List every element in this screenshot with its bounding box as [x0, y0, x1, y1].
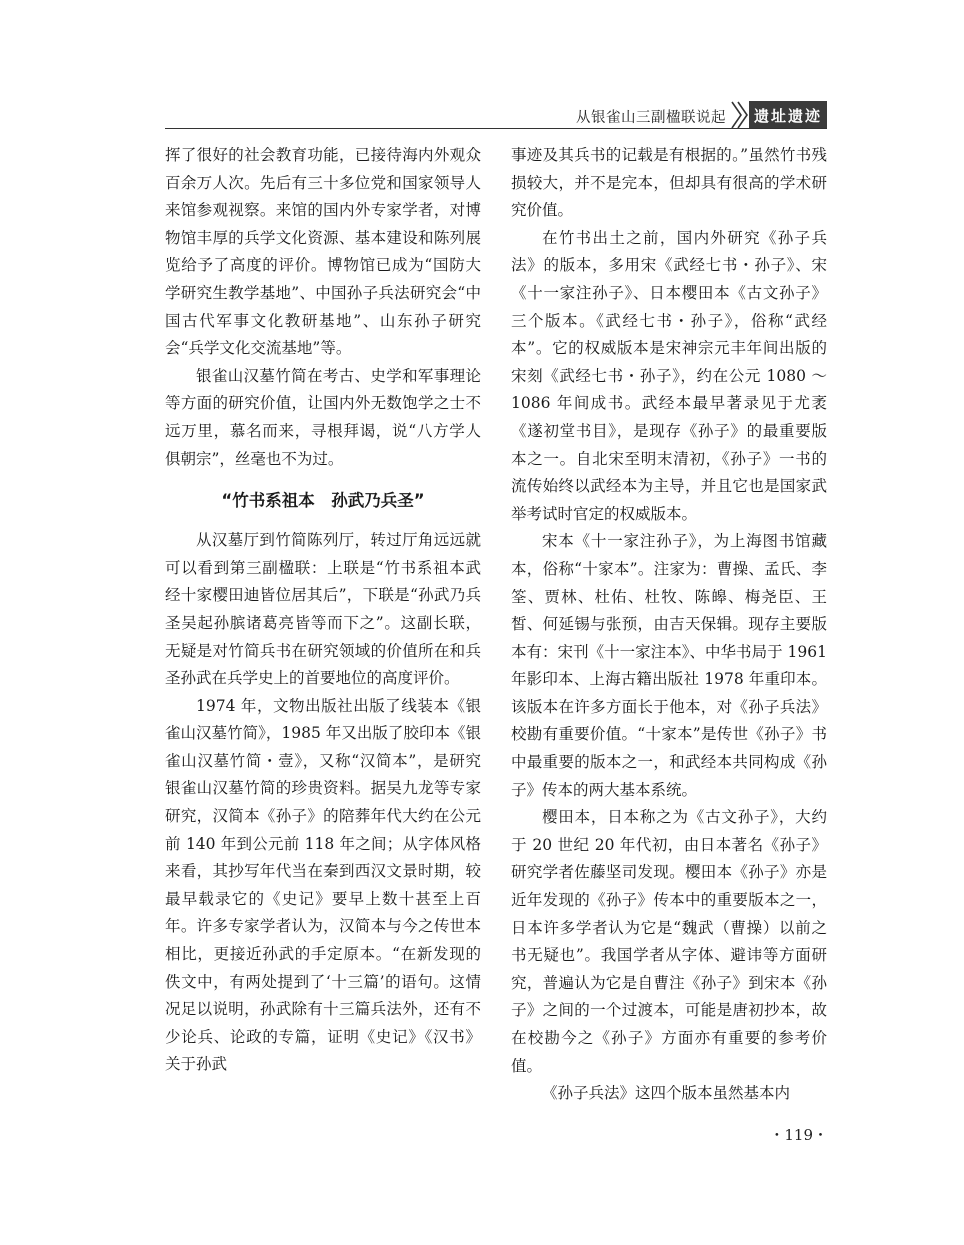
right-paragraph-1: 事迹及其兵书的记载是有根据的。”虽然竹书残损较大，并不是完本，但却具有很高的学术研究价值。 [511, 146, 827, 220]
header-rule [165, 128, 827, 129]
left-column [165, 142, 481, 1079]
left-paragraph-4: 1974 年，文物出版社出版了线装本《银雀山汉墓竹简》，1985 年又出版了胶印本《银雀山汉墓竹简・壹》，又称“汉简本”，是研究银雀山汉墓竹简的珍贵资料。据吴九龙等专家研究，汉简本《孙子》的陪葬年代大约在公元前 140 年到公元前 118 年之间；从字体风格来看，其抄写年代当在秦到西汉文景时期，较最早载录它的《史记》要早上数十甚至上百年。许多专家学者认为，汉简本与今之传世本相比，更接近孙武的手定原本。“在新发现的佚文中，有两处提到了‘十三篇’的语句。这情况足以说明，孙武除有十三篇兵法外，还有不少论兵、论政的专篇，证明《史记》《汉书》关于孙武 [165, 696, 481, 1074]
right-paragraph-4: 樱田本，日本称之为《古文孙子》，大约于 20 世纪 20 年代初，由日本著名《孙子》研究学者佐藤坚司发现。樱田本《孙子》亦是近年发现的《孙子》传本中的重要版本之一，日本许多学者认为它是“魏武（曹操）以前之书无疑也”。我国学者从字体、避讳等方面研究，普遍认为它是自曹注《孙子》到宋本《孙子》之间的一个过渡本，可能是唐初抄本，故在校勘今之《孙子》方面亦有重要的参考价值。 [511, 808, 827, 1075]
section-heading: “竹书系祖本 孙武乃兵圣” [221, 491, 425, 511]
right-paragraph-3: 宋本《十一家注孙子》，为上海图书馆藏本，俗称“十家本”。注家为：曹操、孟氏、李筌、贾林、杜佑、杜牧、陈皞、梅尧臣、王皙、何延锡与张预，由吉天保辑。现存主要版本有：宋刊《十一家注本》、中华书局于 1961 年影印本、上海古籍出版社 1978 年重印本。该版本在许多方面长于他本，对《孙子兵法》校勘有重要价值。“十家本”是传世《孙子》书中最重要的版本之一，和武经本共同构成《孙子》传本的两大基本系统。 [511, 532, 827, 799]
right-column [511, 142, 827, 1108]
section-badge: 遗址遗迹 [749, 101, 827, 129]
right-paragraph-5: 《孙子兵法》这四个版本虽然基本内 [542, 1084, 791, 1103]
right-paragraph-2: 在竹书出土之前，国内外研究《孙子兵法》的版本，多用宋《武经七书・孙子》、宋《十一家注孙子》、日本樱田本《古文孙子》三个版本。《武经七书・孙子》，俗称“武经本”。它的权威版本是宋神宗元丰年间出版的宋刻《武经七书・孙子》，约在公元 1080 ～ 1086 年间成书。武经本最早著录见于尤袤《遂初堂书目》，是现存《孙子》的最重要版本之一。自北宋至明末清初，《孙子》一书的流传始终以武经本为主导，并且它也是国家武举考试时官定的权威版本。 [511, 228, 827, 523]
running-header-title: 从银雀山三副楹联说起 [576, 110, 726, 126]
left-paragraph-3: 从汉墓厅到竹简陈列厅，转过厅角远远就可以看到第三副楹联：上联是“竹书系祖本武经十家樱田迪皆位居其后”，下联是“孙武乃兵圣吴起孙膑诸葛亮皆等而下之”。这副长联，无疑是对竹简兵书在研究领域的价值所在和兵圣孙武在兵学史上的首要地位的高度评价。 [165, 531, 481, 688]
page-number: ・119・ [769, 1126, 828, 1144]
left-paragraph-1: 挥了很好的社会教育功能，已接待海内外观众百余万人次。先后有三十多位党和国家领导人来馆参观视察。来馆的国内外专家学者，对博物馆丰厚的兵学文化资源、基本建设和陈列展览给予了高度的评价。博物馆已成为“国防大学研究生教学基地”、中国孙子兵法研究会“中国古代军事文化教研基地”、山东孙子研究会“兵学文化交流基地”等。 [165, 146, 481, 358]
header-chevron-icon [730, 100, 750, 130]
left-paragraph-2: 银雀山汉墓竹简在考古、史学和军事理论等方面的研究价值，让国内外无数饱学之士不远万里，慕名而来，寻根拜谒，说“八方学人俱朝宗”，丝毫也不为过。 [165, 366, 481, 468]
